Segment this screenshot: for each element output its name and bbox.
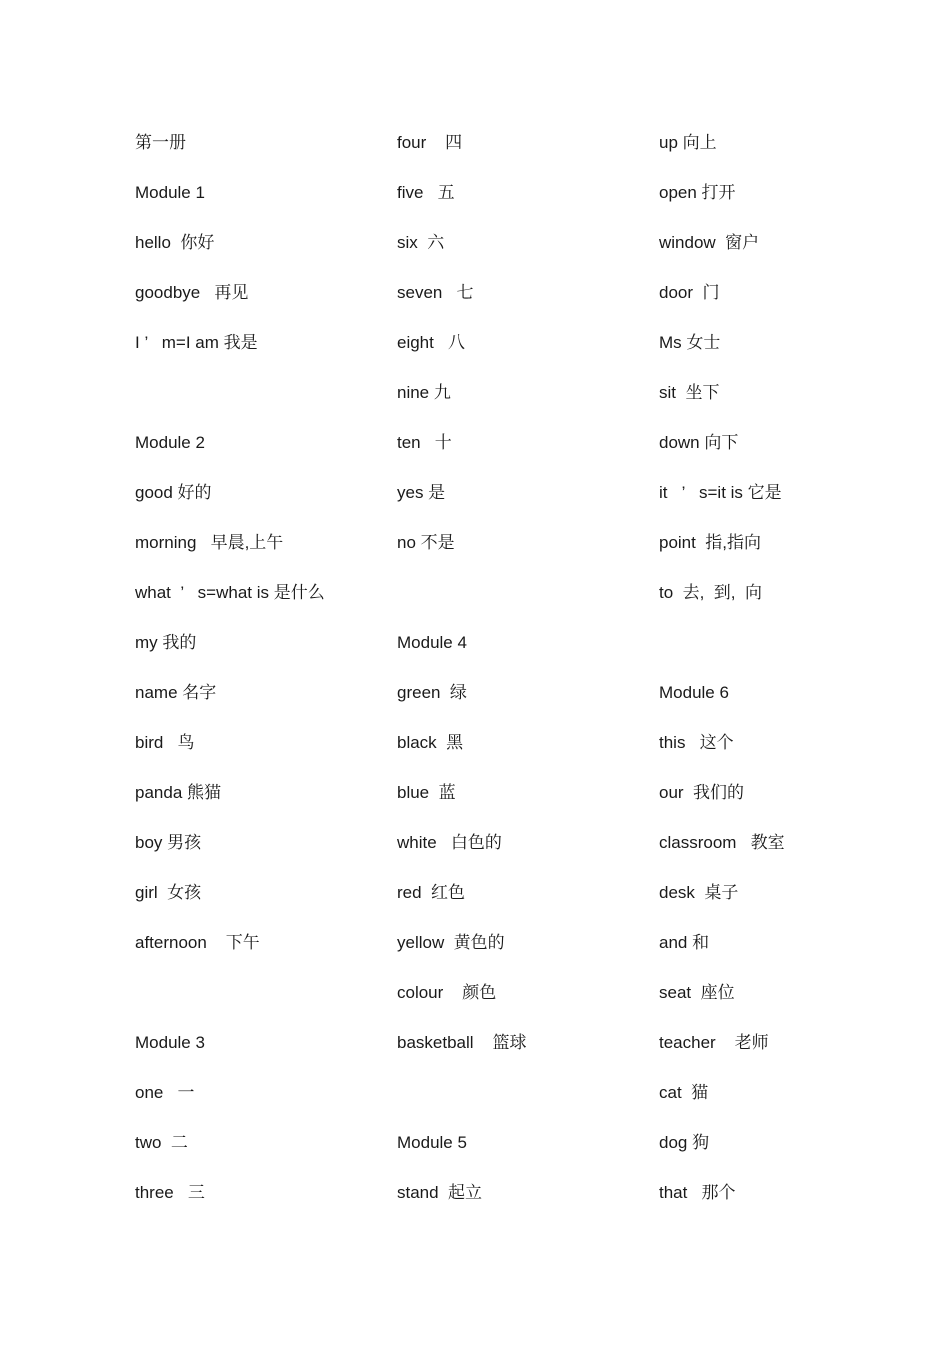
section-heading: Module 2: [135, 433, 205, 452]
vocab-entry: seven 七: [397, 283, 474, 302]
blank-row: [397, 1068, 657, 1118]
vocab-entry: red 红色: [397, 883, 466, 902]
vocab-entry: three 三: [135, 1183, 205, 1202]
vocab-entry: that 那个: [659, 1183, 736, 1202]
vocab-entry: basketball 篮球: [397, 1033, 527, 1052]
vocab-entry: four 四: [397, 133, 463, 152]
vocab-entry: black 黑: [397, 733, 464, 752]
vocab-entry: I ’ m=I am 我是: [135, 333, 258, 352]
vocab-entry: colour 颜色: [397, 983, 497, 1002]
vocab-entry: what ’ s=what is 是什么: [135, 583, 325, 602]
vocab-entry: good 好的: [135, 483, 212, 502]
vocab-entry: no 不是: [397, 533, 455, 552]
vocab-entry: classroom 教室: [659, 833, 785, 852]
column-2: [397, 118, 657, 1218]
vocab-entry: sit 坐下: [659, 383, 720, 402]
vocab-entry: one 一: [135, 1083, 195, 1102]
vocab-entry: two 二: [135, 1133, 188, 1152]
vocab-entry: morning 早晨,上午: [135, 533, 284, 552]
vocab-entry: yes 是: [397, 483, 446, 502]
blank-row: [135, 368, 395, 418]
vocab-entry: Ms 女士: [659, 333, 721, 352]
vocab-entry: to 去, 到, 向: [659, 583, 762, 602]
vocab-entry: panda 熊猫: [135, 783, 221, 802]
vocab-entry: desk 桌子: [659, 883, 739, 902]
section-heading: Module 1: [135, 183, 205, 202]
vocab-entry: ten 十: [397, 433, 452, 452]
vocab-entry: it ’ s=it is 它是: [659, 483, 782, 502]
vocab-entry: yellow 黄色的: [397, 933, 505, 952]
vocab-entry: teacher 老师: [659, 1033, 769, 1052]
blank-row: [135, 968, 395, 1018]
vocab-entry: and 和: [659, 933, 710, 952]
vocab-entry: eight 八: [397, 333, 466, 352]
vocab-entry: our 我们的: [659, 783, 745, 802]
vocab-entry: hello 你好: [135, 233, 215, 252]
vocab-entry: window 窗户: [659, 233, 760, 252]
vocab-entry: girl 女孩: [135, 883, 202, 902]
vocab-entry: stand 起立: [397, 1183, 483, 1202]
vocab-entry: green 绿: [397, 683, 467, 702]
vocab-entry: open 打开: [659, 183, 736, 202]
vocab-entry: point 指,指向: [659, 533, 762, 552]
column-3: [659, 118, 919, 1218]
vocab-entry: this 这个: [659, 733, 734, 752]
blank-row: [659, 618, 919, 668]
vocab-entry: afternoon 下午: [135, 933, 260, 952]
vocab-entry: blue 蓝: [397, 783, 456, 802]
vocab-entry: down 向下: [659, 433, 739, 452]
vocab-entry: up 向上: [659, 133, 717, 152]
section-heading: Module 5: [397, 1133, 467, 1152]
vocab-entry: boy 男孩: [135, 833, 202, 852]
vocab-entry: bird 鸟: [135, 733, 195, 752]
vocab-entry: door 门: [659, 283, 720, 302]
vocab-entry: my 我的: [135, 633, 197, 652]
vocab-entry: goodbye 再见: [135, 283, 249, 302]
vocab-entry: six 六: [397, 233, 445, 252]
blank-row: [397, 568, 657, 618]
vocab-entry: cat 猫: [659, 1083, 709, 1102]
vocab-entry: nine 九: [397, 383, 451, 402]
vocab-entry: five 五: [397, 183, 455, 202]
column-1: [135, 118, 395, 1218]
vocab-entry: seat 座位: [659, 983, 735, 1002]
vocab-entry: name 名字: [135, 683, 217, 702]
vocab-entry: white 白色的: [397, 833, 502, 852]
vocab-entry: dog 狗: [659, 1133, 710, 1152]
section-heading: 第一册: [135, 133, 186, 152]
section-heading: Module 4: [397, 633, 467, 652]
section-heading: Module 3: [135, 1033, 205, 1052]
section-heading: Module 6: [659, 683, 729, 702]
